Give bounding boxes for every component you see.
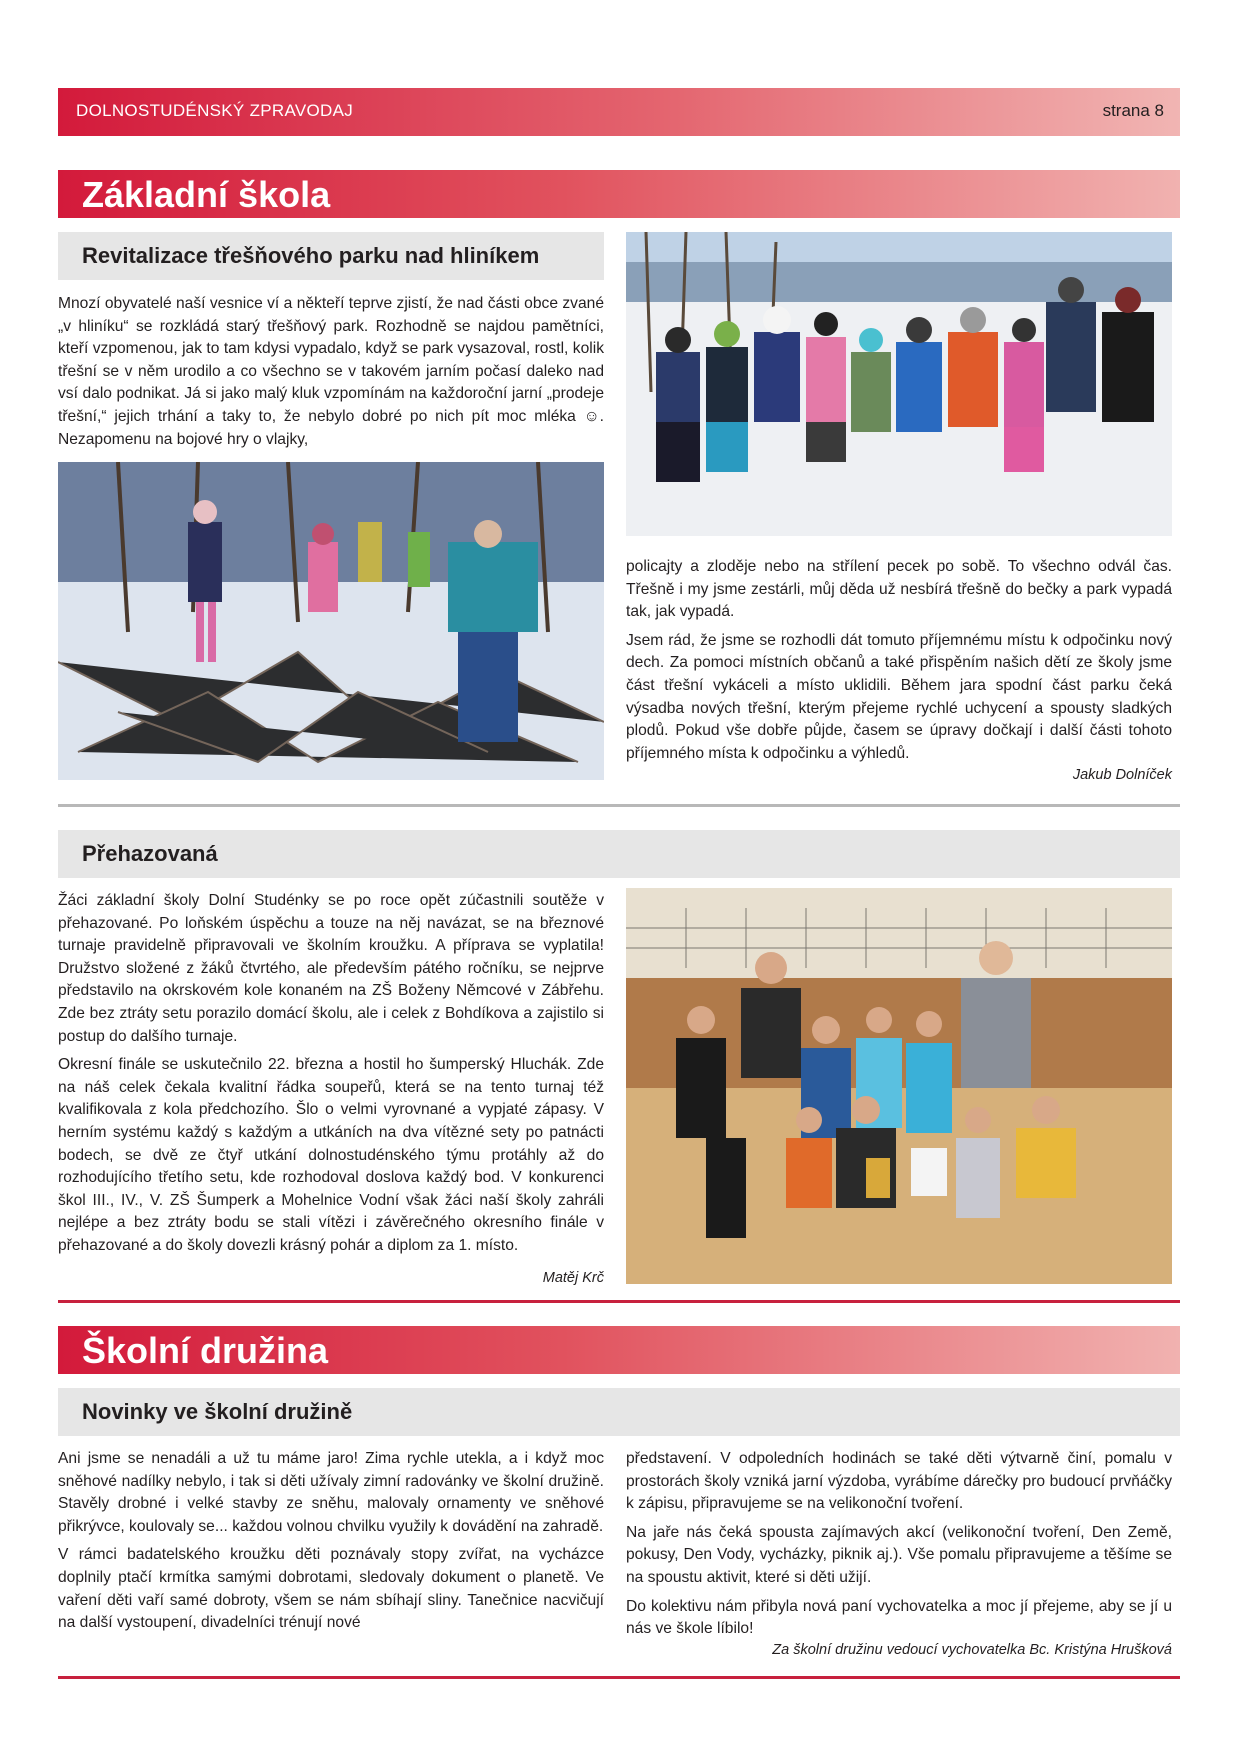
divider — [58, 804, 1180, 807]
paragraph: Ani jsme se nenadáli a už tu máme jaro! Zima rychle utekla, a i když moc sněhové nadílky nebylo, i tak si děti užívaly zimní radovánky ve školní družině. Stavěly drobné i velké stavby ze sněhu, malovaly ornamenty ve sněhové přikrývce, koulovaly se... každou volnou chvilku využily k dovádění na zahradě. — [58, 1450, 604, 1535]
section-title-club: Školní družina — [82, 1330, 329, 1371]
paragraph: Mnozí obyvatelé naší vesnice ví a někteří teprve zjistí, že nad části obce zvané „v hliníku“ se rozkládá starý třešňový park. Rozhodně se najdou pamětníci, kteří vzpomenou, jak to tam kdysi vypadalo, když se park vysazoval, rostl, kolik třešní se v něm urodilo a co všechno se v takovém jarním počasí daleko nad vsí dalo podnikat. Já si jako malý kluk vzpomínám na každoroční jarní „prodeje třešní,“ jejich trhání a taky to, že nebylo dobré po nich pít moc mléka ☺. Nezapomenu na bojové hry o vlajky, — [58, 295, 604, 448]
paragraph: policajty a zloděje nebo na střílení pecek po sobě. To všechno odvál čas. Třešně i my jsme zestárli, můj děda už nesbírá třešně do bečky a park vypadá tak, jak vypadá. — [626, 558, 1172, 621]
paragraph: Jsem rád, že jsme se rozhodli dát tomuto příjemnému místu k odpočinku nový dech. Za pomoci místních občanů a také přispěním našich dětí ze školy jsme část třešní vykáceli a místo uklidili. Během jara spodní část parku čeká výsadba nových třešní, kterým přejeme rychlé uchycení a spousty sladkých plodů. Pokud vše dobře půjde, časem se úpravy dočkají i další části tohoto příjemného místa k odpočinku a výhledů. — [626, 631, 1172, 762]
paragraph: Okresní finále se uskutečnilo 22. března a hostil ho šumperský Hluchák. Zde na náš celek čekala kvalitní řádka soupeřů, která se na tento turnaj též kvalifikovala z kola předchozího. Šlo o velmi vyrovnané a vypjaté zápasy. V herním systému každý s každým a utkáních na dva vítězné sety po patnácti bodech, se dvě ze čtyř utkání dolnostudénského týmu protáhly až do rozhodujícího třetího setu, kde rozhodoval doslova každý bod. V konkurenci škol III., IV., V. ZŠ Šumperk a Mohelnice Vodní však žáci naší školy zahráli nejlépe a bez ztráty bodu se stali vítězi i závěrečného okresního finále v přehazované a do školy dovezli krásný pohár a diplom za 1. místo. — [58, 1056, 604, 1254]
paragraph: Žáci základní školy Dolní Studénky se po roce opět zúčastnili soutěže v přehazované. Po loňském úspěchu a touze na něj navázat, se na březnové turnaje pravidelně připravovali ve školním kroužku. A příprava se vyplatila! Družstvo složené z žáků čtvrtého, ale především pátého ročníku, se nejprve představilo na okrskovém kole konaném na ZŠ Boženy Němcové v Zábřehu. Zde bez ztráty setu porazilo domácí školu, ale i celek z Bohdíkova a zajistilo si postup do dalšího turnaje. — [58, 892, 604, 1045]
article-prehazovana-text — [58, 890, 604, 1264]
article-heading-club-news: Novinky ve školní družině — [58, 1388, 1180, 1436]
header-bar — [58, 88, 1180, 136]
article-club-text-col2 — [626, 1448, 1172, 1647]
page-number: strana 8 — [1102, 101, 1164, 120]
article-club-text-col1 — [58, 1448, 604, 1641]
author-signature: Za školní družinu vedoucí vychovatelka Bc. Kristýna Hrušková — [772, 1642, 1172, 1658]
section-bar-school — [58, 170, 1180, 218]
divider — [58, 1300, 1180, 1303]
paragraph: Na jaře nás čeká spousta zajímavých akcí (velikonoční tvoření, Den Země, pokusy, Den Vody, vycházky, piknik aj.). Vše pomalu připravujeme a těšíme se na spoustu aktivit, které si děti užijí. — [626, 1523, 1172, 1586]
author-signature: Matěj Krč — [542, 1270, 604, 1286]
newsletter-title: DOLNOSTUDÉNSKÝ ZPRAVODAJ — [76, 101, 354, 120]
paragraph: představení. V odpoledních hodinách se také děti výtvarně činí, pomalu v prostorách školy vzniká jarní výzdoba, vyrábíme dárečky pro budoucí prvňáčky k zápisu, připravujeme se na velikonoční tvoření. — [626, 1450, 1172, 1513]
photo-clearing-branches — [58, 462, 604, 780]
divider — [58, 1676, 1180, 1679]
article-cherry-text-col2 — [626, 556, 1172, 771]
photo-group-snow — [626, 232, 1172, 536]
paragraph: V rámci badatelského kroužku děti poznávaly stopy zvířat, na vycházce doplnily ptačí krmítka samými dobrotami, sledovaly dokument o planetě. Ve vaření děti vaří samé dobroty, všem se nám sbíhají sliny. Tanečnice nacvičují na další vystoupení, divadelníci trénují nové — [58, 1546, 604, 1632]
section-title-school: Základní škola — [82, 174, 331, 215]
author-signature: Jakub Dolníček — [1072, 767, 1172, 783]
article-heading-prehazovana: Přehazovaná — [58, 830, 1180, 878]
photo-team-gym — [626, 888, 1172, 1284]
paragraph: Do kolektivu nám přibyla nová paní vychovatelka a moc jí přejeme, aby se jí u nás ve škole líbilo! — [626, 1597, 1172, 1638]
section-bar-club — [58, 1326, 1180, 1374]
article-cherry-text-col1 — [58, 293, 604, 457]
article-heading-cherry-park: Revitalizace třešňového parku nad hliníkem — [58, 232, 604, 280]
